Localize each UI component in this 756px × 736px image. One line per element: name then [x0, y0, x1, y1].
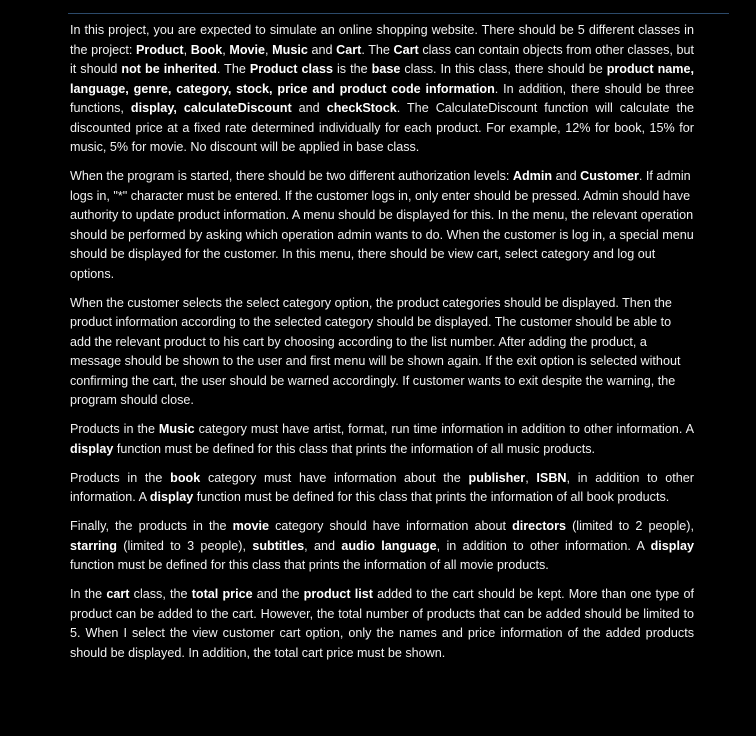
text-run: , [222, 42, 230, 57]
top-divider [68, 13, 729, 14]
paragraph-5 [70, 469, 694, 508]
bold-term: directors [512, 519, 566, 533]
text-run: . The [216, 62, 250, 76]
text-run: function must be defined for this class that prints the information of all movie products. [70, 558, 549, 572]
text-run: , [525, 470, 537, 485]
bold-term: book [170, 470, 201, 485]
bold-term: display, calculateDiscount [130, 101, 292, 115]
bold-term: Product [136, 42, 184, 57]
text-run: , [265, 42, 273, 57]
text-run: Products in the [70, 470, 171, 485]
text-run: Finally, the products in the [70, 519, 233, 533]
text-run: , in addition to other information. A [436, 538, 651, 553]
bold-term: display [149, 490, 194, 504]
text-run: category must have artist, format, run time information in addition to other information. A [194, 422, 694, 436]
paragraph-1 [70, 21, 694, 158]
text-run: class can contain objects from other classes, but it should [70, 42, 695, 76]
bold-term: Movie [229, 42, 266, 57]
bold-term: product name, language, genre, category, stock, price and product code information [70, 62, 694, 96]
bold-term: Book [190, 42, 223, 57]
text-run: In this project, you are expected to simulate an online shopping website. There should be 5 different classes in the project: [70, 23, 694, 57]
bold-term: display [650, 538, 694, 553]
text-run: Products in the [70, 422, 159, 436]
paragraph-7 [70, 585, 694, 663]
text-run: When the customer selects the select category option, the product categories should be displayed. Then the product information according to the selected category should be displayed. The customer should be able to add the relevant product to his cart by choosing according to the list number. After adding the product, a message should be shown to the user and first menu will be shown again. If the exit option is selected without confirming the cart, the user should be warned accordingly. If customer wants to exit despite the warning, the program should close. [70, 295, 681, 407]
text-run: and [552, 169, 581, 183]
bold-term: display [70, 441, 114, 456]
text-run: When the program is started, there should be two different authorization levels: [70, 169, 513, 183]
bold-term: Music [272, 42, 308, 57]
paragraph-2 [70, 167, 694, 284]
bold-term: starring [70, 538, 117, 553]
paragraph-3 [70, 294, 694, 411]
text-run: category must have information about the [200, 470, 469, 485]
text-run: (limited to 3 people), [116, 538, 253, 553]
bold-term: cart [106, 587, 130, 601]
bold-term: Cart [393, 42, 419, 57]
text-run: and [307, 42, 337, 57]
text-run: class. In this class, there should be [400, 62, 607, 76]
bold-term: Cart [336, 42, 362, 57]
bold-term: publisher [468, 470, 526, 485]
bold-term: checkStock [326, 101, 397, 115]
bold-term: product list [303, 587, 373, 601]
text-run: In the [70, 587, 107, 601]
text-run: and [291, 101, 327, 115]
bold-term: audio language [341, 538, 437, 553]
text-run: class, the [129, 587, 192, 601]
text-run: . In addition, there should be three functions, [70, 81, 694, 115]
bold-term: subtitles [252, 538, 305, 553]
text-run: , and [304, 538, 342, 553]
text-run: added to the cart should be kept. More than one type of product can be added to the cart. However, the total number of products that can be added should be limited to 5. When I select the view customer cart option, only the names and price information of the added products should be displayed. In addition, the total cart price must be shown. [70, 587, 694, 660]
text-run: . The [361, 42, 394, 57]
bold-term: Admin [512, 169, 553, 183]
text-run: , in addition to other information. A [70, 470, 695, 504]
bold-term: Music [158, 422, 195, 436]
paragraph-4 [70, 420, 694, 459]
bold-term: Customer [580, 169, 639, 183]
bold-term: ISBN [536, 470, 567, 485]
bold-term: movie [232, 519, 269, 533]
bold-term: total price [191, 587, 253, 601]
document-body [70, 21, 694, 673]
text-run: function must be defined for this class that prints the information of all music products. [113, 441, 596, 456]
paragraph-6 [70, 517, 694, 576]
text-run: . If admin logs in, "*" character must be entered. If the customer logs in, only enter should be pressed. Admin should have authority to update product information. A menu should be displayed for this. In the menu, the relevant operation should be performed by asking which operation admin wants to do. When the customer is log in, a special menu should be displayed for the customer. In this menu, there should be view cart, select category and log out options. [70, 169, 694, 281]
text-run: is the [333, 62, 372, 76]
text-run: and the [252, 587, 304, 601]
bold-term: base [371, 62, 401, 76]
bold-term: not be inherited [121, 62, 217, 76]
text-run: (limited to 2 people), [566, 519, 694, 533]
text-run: . The CalculateDiscount function will calculate the discounted price at a fixed rate determined individually for each product. For example, 12% for book, 15% for music, 5% for movie. No discount will be applied in base class. [70, 101, 695, 154]
text-run: function must be defined for this class that prints the information of all book products. [193, 490, 670, 504]
text-run: , [183, 42, 191, 57]
bold-term: Product class [249, 62, 333, 76]
text-run: category should have information about [268, 519, 513, 533]
